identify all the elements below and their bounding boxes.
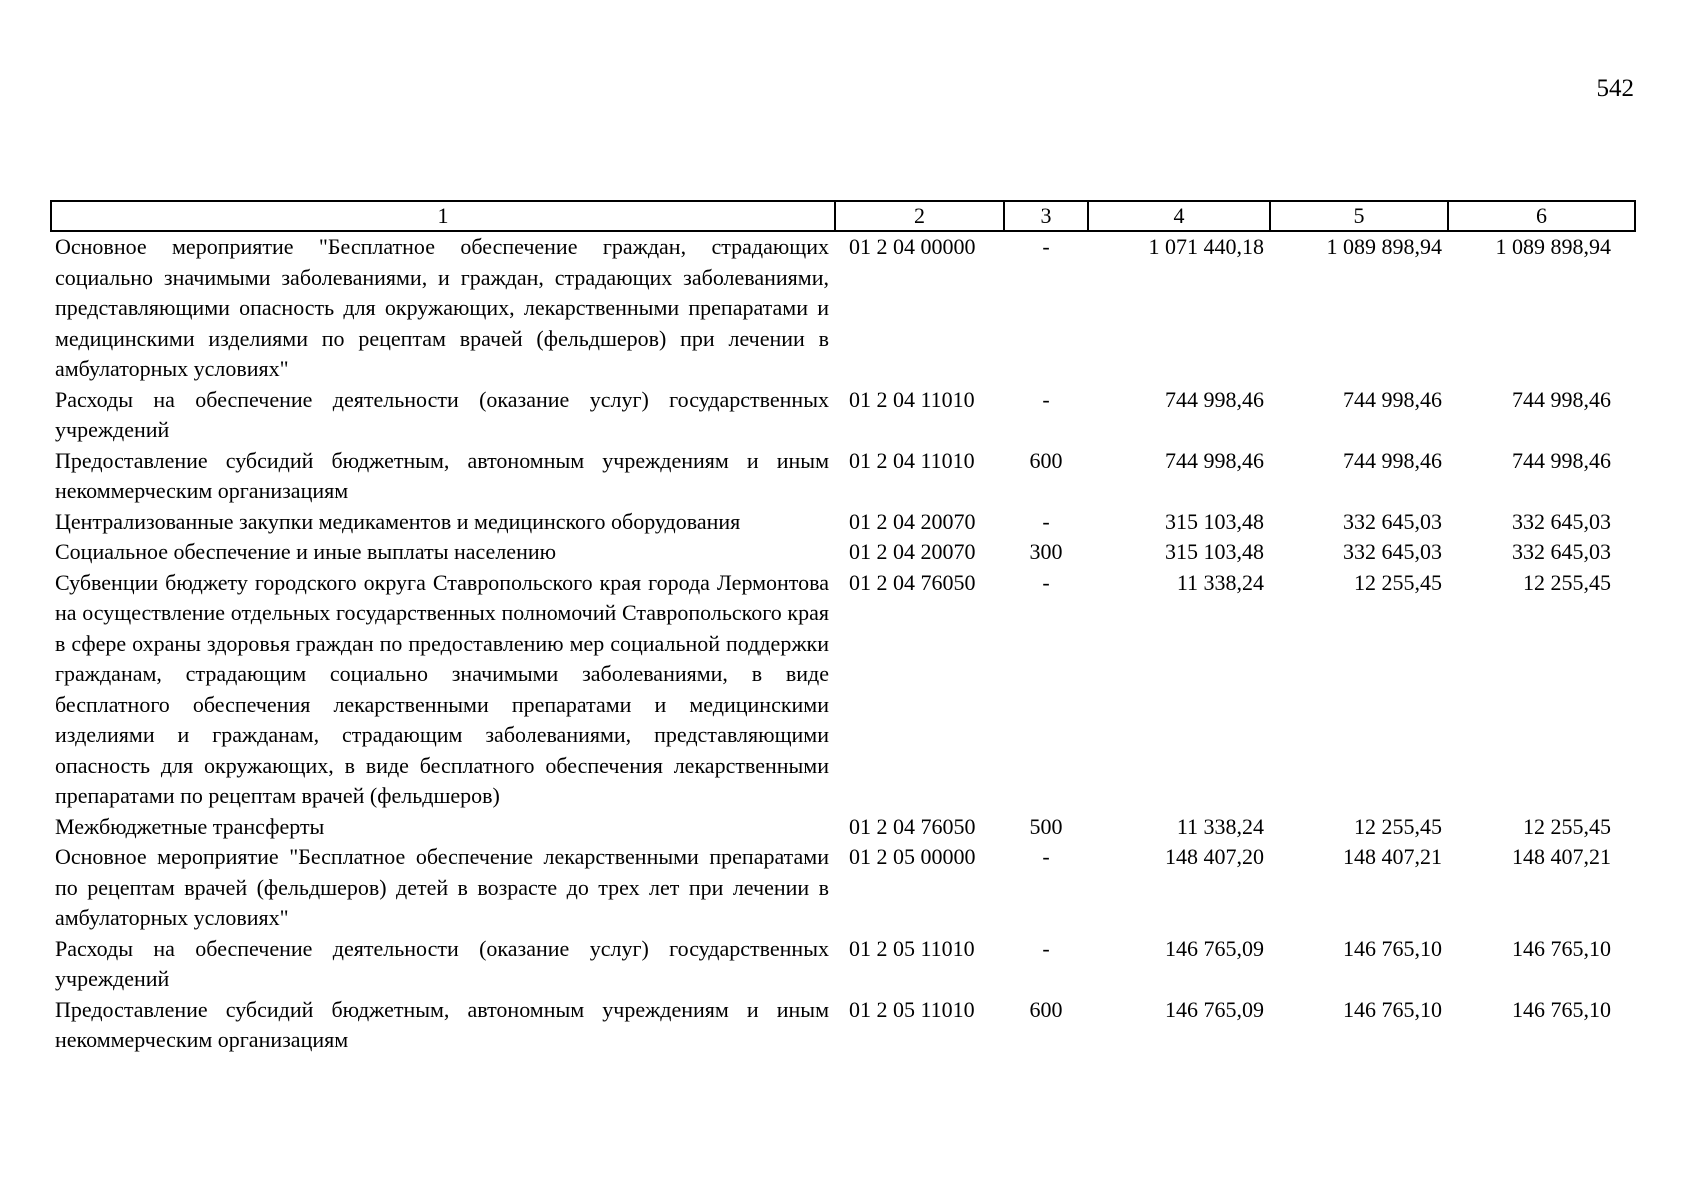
row-amount-col4: 11 338,24 — [1176, 813, 1264, 839]
table-row — [51, 934, 1635, 995]
table-body — [51, 231, 1635, 1056]
table-row — [51, 812, 1635, 843]
row-amount-col4: 146 765,09 — [1165, 996, 1264, 1022]
row-code: 01 2 04 11010 — [849, 447, 975, 473]
row-expense-type: - — [1042, 935, 1050, 961]
row-code: 01 2 05 00000 — [849, 844, 976, 869]
table-row — [51, 446, 1635, 507]
row-amount-col4: 148 407,20 — [1165, 844, 1264, 869]
row-amount-col4: 11 338,24 — [1176, 569, 1264, 595]
row-code: 01 2 05 11010 — [849, 996, 975, 1022]
header-col-2: 2 — [835, 201, 1004, 231]
row-name: Централизованные закупки медикаментов и медицинского оборудования — [55, 508, 741, 534]
row-amount-col6: 332 645,03 — [1512, 508, 1611, 534]
row-amount-col5: 744 998,46 — [1343, 447, 1442, 473]
header-col-4: 4 — [1088, 201, 1270, 231]
row-code: 01 2 04 11010 — [849, 386, 975, 412]
row-amount-col6: 1 089 898,94 — [1495, 234, 1611, 259]
row-amount-col4: 744 998,46 — [1165, 386, 1264, 412]
row-expense-type: - — [1042, 569, 1050, 595]
row-code: 01 2 04 76050 — [849, 569, 976, 595]
row-expense-type: 300 — [1029, 539, 1063, 564]
row-amount-col4: 315 103,48 — [1165, 539, 1264, 564]
table-row — [51, 385, 1635, 446]
table-row — [51, 507, 1635, 538]
row-amount-col6: 146 765,10 — [1512, 996, 1611, 1022]
row-amount-col5: 1 089 898,94 — [1326, 234, 1442, 259]
row-amount-col5: 332 645,03 — [1343, 539, 1442, 564]
row-name: Основное мероприятие "Бесплатное обеспечение граждан, страдающих социально значимыми заболеваниями, и граждан, страдающих заболеваниями, представляющими опасность для окружающих, лекарственными препаратами и медицинскими изделиями по рецептам врачей (фельдшеров) при лечении в амбулаторных условиях" — [55, 234, 829, 381]
header-row — [51, 201, 1635, 231]
page-number: 542 — [1596, 75, 1634, 102]
row-amount-col5: 12 255,45 — [1354, 813, 1442, 839]
row-expense-type: 600 — [1029, 447, 1063, 473]
row-amount-col6: 12 255,45 — [1523, 569, 1611, 595]
table-row — [51, 231, 1635, 385]
row-amount-col5: 744 998,46 — [1343, 386, 1442, 412]
row-name: Расходы на обеспечение деятельности (оказание услуг) государственных учреждений — [55, 935, 829, 991]
row-name: Предоставление субсидий бюджетным, автономным учреждениям и иным некоммерческим организациям — [55, 996, 829, 1052]
row-amount-col6: 332 645,03 — [1512, 539, 1611, 564]
row-amount-col4: 315 103,48 — [1165, 508, 1264, 534]
row-code: 01 2 04 20070 — [849, 539, 976, 564]
row-amount-col4: 1 071 440,18 — [1148, 234, 1264, 259]
row-amount-col4: 146 765,09 — [1165, 935, 1264, 961]
table-row — [51, 537, 1635, 568]
row-amount-col6: 12 255,45 — [1523, 813, 1611, 839]
row-name: Основное мероприятие "Бесплатное обеспечение лекарственными препаратами по рецептам врачей (фельдшеров) детей в возрасте до трех лет при лечении в амбулаторных условиях" — [55, 844, 829, 930]
row-name: Предоставление субсидий бюджетным, автономным учреждениям и иным некоммерческим организациям — [55, 447, 829, 503]
row-amount-col6: 744 998,46 — [1512, 447, 1611, 473]
row-name: Расходы на обеспечение деятельности (оказание услуг) государственных учреждений — [55, 386, 829, 442]
row-expense-type: 600 — [1029, 996, 1063, 1022]
row-amount-col5: 332 645,03 — [1343, 508, 1442, 534]
row-name: Межбюджетные трансферты — [55, 813, 325, 839]
row-name: Социальное обеспечение и иные выплаты населению — [55, 539, 557, 564]
row-amount-col5: 146 765,10 — [1343, 935, 1442, 961]
row-amount-col4: 744 998,46 — [1165, 447, 1264, 473]
header-col-3: 3 — [1004, 201, 1088, 231]
table-row — [51, 842, 1635, 934]
header-col-1: 1 — [51, 201, 835, 231]
row-code: 01 2 04 00000 — [849, 234, 976, 259]
row-expense-type: - — [1042, 508, 1050, 534]
row-code: 01 2 05 11010 — [849, 935, 975, 961]
row-code: 01 2 04 20070 — [849, 508, 976, 534]
header-col-5: 5 — [1270, 201, 1448, 231]
row-amount-col5: 148 407,21 — [1343, 844, 1442, 869]
row-amount-col6: 146 765,10 — [1512, 935, 1611, 961]
row-amount-col5: 146 765,10 — [1343, 996, 1442, 1022]
row-expense-type: - — [1042, 844, 1050, 869]
row-expense-type: 500 — [1029, 813, 1063, 839]
row-amount-col6: 744 998,46 — [1512, 386, 1611, 412]
row-amount-col6: 148 407,21 — [1512, 844, 1611, 869]
header-col-6: 6 — [1448, 201, 1635, 231]
row-expense-type: - — [1042, 234, 1050, 259]
table-row — [51, 995, 1635, 1056]
row-code: 01 2 04 76050 — [849, 813, 976, 839]
row-name: Субвенции бюджету городского округа Ставропольского края города Лермонтова на осуществление отдельных государственных полномочий Ставропольского края в сфере охраны здоровья граждан по предоставлению мер социальной поддержки гражданам, страдающим социально значимыми заболеваниями, в виде бесплатного обеспечения лекарственными препаратами и медицинскими изделиями и гражданам, страдающим заболеваниями, представляющими опасность для окружающих, в виде бесплатного обеспечения лекарственными препаратами по рецептам врачей (фельдшеров) — [55, 569, 829, 808]
budget-table — [50, 200, 1636, 1056]
table-row — [51, 568, 1635, 812]
row-amount-col5: 12 255,45 — [1354, 569, 1442, 595]
table-header — [51, 201, 1635, 231]
row-expense-type: - — [1042, 386, 1050, 412]
